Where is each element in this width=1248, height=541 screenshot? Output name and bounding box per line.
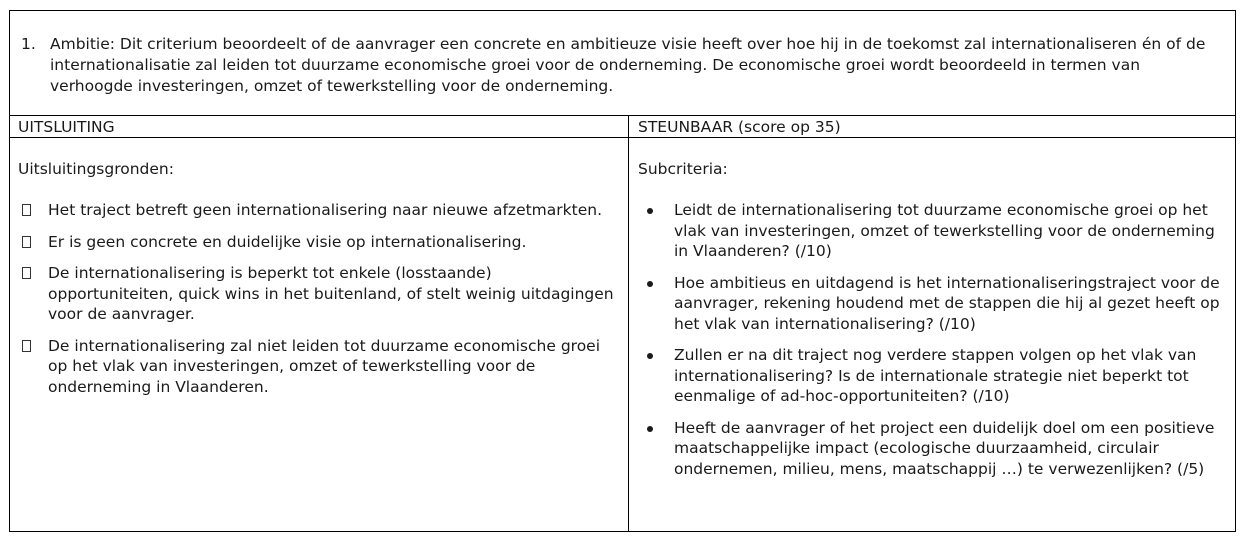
exclusion-intro: Uitsluitingsgronden: xyxy=(18,160,174,178)
criterion-number: 1. xyxy=(21,35,36,53)
exclusion-column xyxy=(18,138,618,408)
exclusion-item xyxy=(18,200,618,221)
criteria-table xyxy=(9,10,1236,532)
checkbox-icon xyxy=(22,236,31,248)
exclusion-item xyxy=(18,263,618,325)
exclusion-item xyxy=(18,232,618,253)
exclusion-item-text: Het traject betreft geen internationalisering naar nieuwe afzetmarkten. xyxy=(48,201,602,219)
exclusion-list xyxy=(18,200,618,397)
exclusion-item-text: De internationalisering zal niet leiden tot duurzame economische groei op het vlak van investeringen, omzet of tewerkstelling voor de onderneming in Vlaanderen. xyxy=(48,336,601,396)
header-uitsluiting: UITSLUITING xyxy=(18,118,115,136)
subcriterion-item-text: Heeft de aanvrager of het project een duidelijk doel om een positieve maatschappelijke impact (ecologische duurzaamheid, circulair ondernemen, milieu, mens, maatschappij …) te verwezenlijken? (/5) xyxy=(674,418,1215,478)
criterion-description: Ambitie: Dit criterium beoordeelt of de aanvrager een concrete en ambitieuze visie heeft over hoe hij in de toekomst zal internationaliseren én of de internationalisatie zal leiden tot duurzame economische groei voor de onderneming. De economische groei wordt beoordeeld in termen van verhoogde investeringen, omzet of tewerkstelling voor de onderneming. xyxy=(50,35,1206,95)
subcriteria-intro: Subcriteria: xyxy=(638,160,728,178)
exclusion-item-text: De internationalisering is beperkt tot enkele (losstaande) opportuniteiten, quick wins in het buitenland, of stelt weinig uitdagingen voor de aanvrager. xyxy=(48,264,614,323)
checkbox-icon xyxy=(22,267,31,279)
header-steunbaar: STEUNBAAR (score op 35) xyxy=(638,118,841,136)
subcriterion-item xyxy=(638,200,1228,262)
criterion-intro-row xyxy=(10,11,1235,116)
bullet-icon xyxy=(647,353,653,359)
column-header-row xyxy=(10,116,1235,138)
subcriterion-item-text: Hoe ambitieus en uitdagend is het internationaliseringstraject voor de aanvrager, rekening houdend met de stappen die hij al gezet heeft op het vlak van internationalisering? (/10) xyxy=(674,273,1220,333)
subcriterion-item xyxy=(638,345,1228,407)
subcriterion-item-text: Leidt de internationalisering tot duurzame economische groei op het vlak van investeringen, omzet of tewerkstelling voor de onderneming in Vlaanderen? (/10) xyxy=(674,201,1215,260)
checkbox-icon xyxy=(22,340,31,352)
subcriteria-column xyxy=(638,138,1228,490)
exclusion-item xyxy=(18,336,618,398)
bullet-icon xyxy=(647,208,653,214)
checkbox-icon xyxy=(22,204,31,216)
exclusion-item-text: Er is geen concrete en duidelijke visie op internationalisering. xyxy=(48,232,527,251)
subcriteria-list xyxy=(638,200,1228,479)
bullet-icon xyxy=(647,281,653,287)
subcriterion-item xyxy=(638,273,1228,335)
bullet-icon xyxy=(647,426,653,432)
subcriterion-item-text: Zullen er na dit traject nog verdere stappen volgen op het vlak van internationalisering? Is de internationale strategie niet beperkt tot eenmalige of ad-hoc-opportuniteiten? (/10) xyxy=(674,346,1197,405)
subcriterion-item xyxy=(638,418,1228,480)
column-divider xyxy=(628,116,629,531)
